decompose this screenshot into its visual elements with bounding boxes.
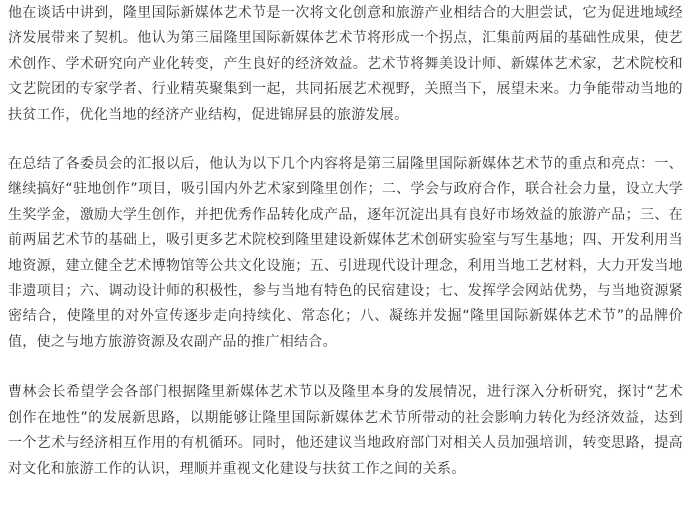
paragraph-spacer xyxy=(8,128,683,152)
paragraph-spacer xyxy=(8,355,683,380)
paragraph-president-suggestions: 曹林会长希望学会各部门根据隆里新媒体艺术节以及隆里本身的发展情况，进行深入分析研究，探讨“艺术创作在地性”的发展新思路，以期能够让隆里国际新媒体艺术节所带动的社会影响力转化为经济效益，达到一个艺术与经济相互作用的有机循环。同时，他还建议当地政府部门对相关人员加强培训，转变思路，提高对文化和旅游工作的认识，理顺并重视文化建设与扶贫工作之间的关系。 xyxy=(8,384,683,477)
article-body xyxy=(8,1,683,482)
paragraph-festival-significance: 他在谈话中讲到，隆里国际新媒体艺术节是一次将文化创意和旅游产业相结合的大胆尝试，它为促进地域经济发展带来了契机。他认为第三届隆里国际新媒体艺术节将形成一个拐点，汇集前两届的基础性成果，使艺术创作、学术研究向产业化转变，产生良好的经济效益。艺术节将舞美设计师、新媒体艺术家，艺术院校和文艺院团的专家学者、行业精英聚集到一起，共同拓展艺术视野，关照当下，展望未来。力争能带动当地的扶贫工作，优化当地的经济产业结构，促进锦屏县的旅游发展。 xyxy=(8,5,683,123)
paragraph-key-highlights: 在总结了各委员会的汇报以后，他认为以下几个内容将是第三届隆里国际新媒体艺术节的重点和亮点：一、继续搞好“驻地创作”项目，吸引国内外艺术家到隆里创作；二、学会与政府合作，联合社会力量，设立大学生奖学金，激励大学生创作，并把优秀作品转化成产品，逐年沉淀出具有良好市场效益的旅游产品；三、在前两届艺术节的基础上，吸引更多艺术院校到隆里建设新媒体艺术创研实验室与写生基地；四、开发利用当地资源，建立健全艺术博物馆等公共文化设施；五、引进现代设计理念，利用当地工艺材料，大力开发当地非遗项目；六、调动设计师的积极性，参与当地有特色的民宿建设；七、发挥学会网站优势，与当地资源紧密结合，使隆里的对外宣传逐步走向持续化、常态化；八、凝练并发掘“隆里国际新媒体艺术节”的品牌价值，使之与地方旅游资源及农副产品的推广相结合。 xyxy=(8,156,683,350)
